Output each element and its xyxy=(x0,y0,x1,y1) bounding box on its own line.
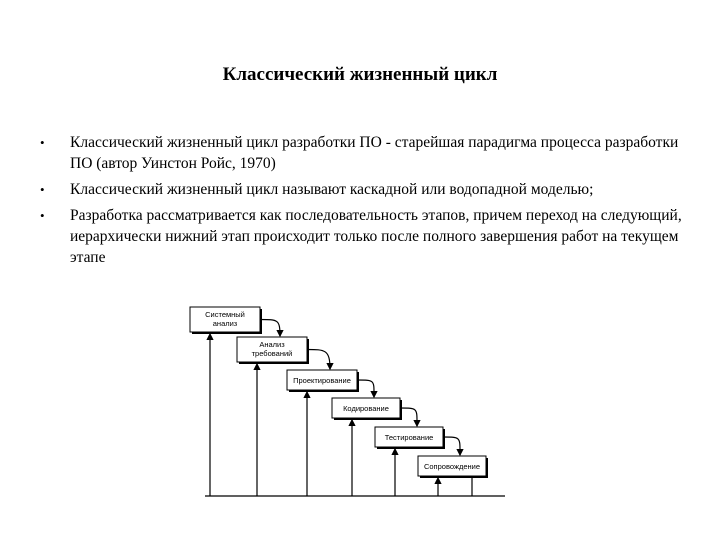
bullet-marker: • xyxy=(40,208,45,223)
stage-label: Кодирование xyxy=(343,404,389,413)
bullet-text: Классический жизненный цикл называют каскадной или водопадной моделью; xyxy=(70,181,594,198)
stage-label: Сопровождение xyxy=(423,462,481,471)
stage-label: Тестирование xyxy=(384,433,434,442)
bullet-marker: • xyxy=(40,135,45,150)
stage-arrow xyxy=(307,350,330,370)
stage-label: Системный xyxy=(205,310,245,319)
bullet-text: Классический жизненный цикл разработки ПО - старейшая парадигма процесса разработки ПО (автор Уинстон Ройс, 1970) xyxy=(70,134,679,172)
stage-label: Анализ xyxy=(259,340,285,349)
stage-arrow xyxy=(400,408,417,426)
bullet-marker: • xyxy=(40,182,45,197)
stage-label: Проектирование xyxy=(293,376,351,385)
stage-arrow xyxy=(260,320,280,337)
bullet-text: Разработка рассматривается как последовательность этапов, причем переход на следующий, иерархически нижний этап происходит только после полного завершения работ на текущем этапе xyxy=(70,207,682,266)
slide-title: Классический жизненный цикл xyxy=(222,64,498,85)
stage-arrow xyxy=(357,380,374,397)
stage-label: требований xyxy=(251,349,293,358)
stage-label: анализ xyxy=(212,319,238,328)
stage-arrow xyxy=(443,437,460,455)
diagram-stages xyxy=(190,307,488,478)
